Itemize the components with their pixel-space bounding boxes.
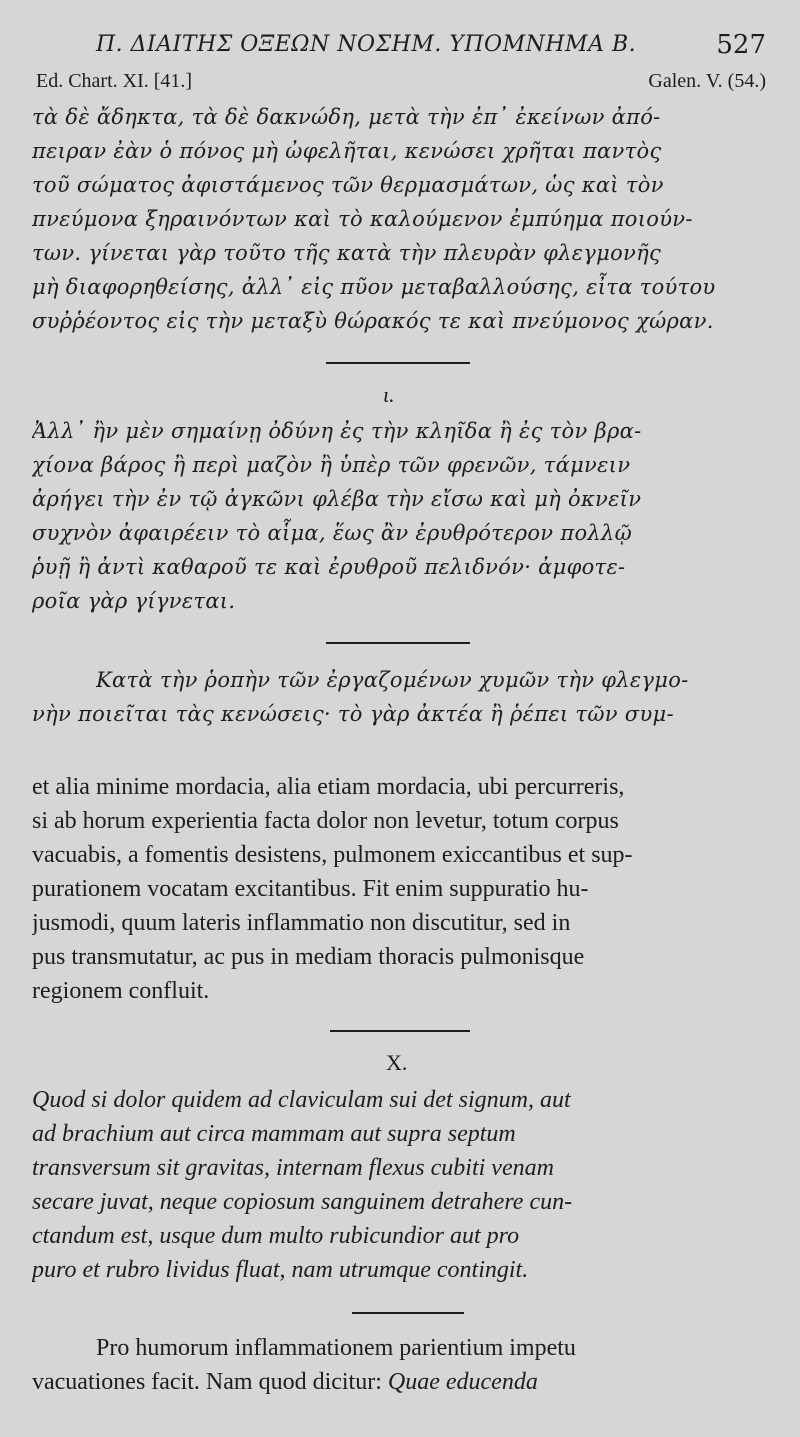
greek-section-number: ι. — [383, 382, 395, 407]
greek-commentary-paragraph — [32, 100, 768, 338]
section-divider — [352, 1312, 464, 1314]
text-line: των. γίνεται γὰρ τοῦτο τῆς κατὰ τὴν πλευρὰν φλεγμονῆς — [32, 241, 662, 265]
text-line: τὰ δὲ ἄδηκτα, τὰ δὲ δακνώδη, μετὰ τὴν ἐπ᾽ ἐκείνων ἀπό- — [32, 105, 661, 129]
greek-commentary-paragraph — [32, 663, 768, 731]
text-line: ἀρήγει τὴν ἐν τῷ ἀγκῶνι φλέβα τὴν εἴσω καὶ μὴ ὀκνεῖν — [32, 487, 642, 511]
text-line: ῥυῇ ἢ ἀντὶ καθαροῦ τε καὶ ἐρυθροῦ πελιδνόν· ἀμφοτε- — [32, 555, 626, 579]
section-divider — [326, 642, 470, 644]
text-segment-italic: Quae educenda — [387, 1369, 538, 1395]
text-line: Pro humorum inflammationem parientium impetu — [96, 1335, 576, 1361]
text-line: purationem vocatam excitantibus. Fit enim suppuratio hu- — [32, 876, 589, 902]
text-line: et alia minime mordacia, alia etiam mordacia, ubi percurreris, — [32, 774, 625, 800]
section-divider — [326, 362, 470, 364]
running-header: Π. ΔΙΑΙΤΗΣ ΟΞΕΩΝ ΝΟΣΗΜ. ΥΠΟΜΝΗΜΑ Β. — [96, 32, 637, 57]
text-line: Ἀλλ᾽ ἢν μὲν σημαίνῃ ὀδύνη ἐς τὴν κληῖδα ἢ ἐς τὸν βρα- — [32, 419, 642, 443]
text-line: ctandum est, usque dum multo rubicundior aut pro — [32, 1223, 520, 1249]
section-divider — [330, 1030, 470, 1032]
text-line: secare juvat, neque copiosum sanguinem detrahere cun- — [32, 1189, 573, 1215]
text-line: Κατὰ τὴν ῥοπὴν τῶν ἐργαζομένων χυμῶν τὴν φλεγμο- — [96, 668, 689, 692]
text-line: vacuabis, a fomentis desistens, pulmonem exiccantibus et sup- — [32, 842, 633, 868]
text-line: Quod si dolor quidem ad claviculam sui det signum, aut — [32, 1087, 571, 1113]
text-line: ροῖα γὰρ γίγνεται. — [32, 589, 236, 613]
text-line: πειραν ἐὰν ὁ πόνος μὴ ὠφελῆται, κενώσει χρῆται παντὸς — [32, 139, 662, 163]
text-line: πνεύμονα ξηραινόντων καὶ τὸ καλούμενον ἐμπύημα ποιούν- — [32, 207, 693, 231]
text-line: νὴν ποιεῖται τὰς κενώσεις· τὸ γὰρ ἀκτέα ἢ ῥέπει τῶν συμ- — [32, 702, 674, 726]
text-line: regionem confluit. — [32, 978, 210, 1004]
text-line: si ab horum experientia facta dolor non levetur, totum corpus — [32, 808, 619, 834]
text-line: τοῦ σώματος ἀφιστάμενος τῶν θερμασμάτων, ὡς καὶ τὸν — [32, 173, 664, 197]
greek-aphorism-paragraph — [32, 414, 768, 618]
latin-commentary-paragraph — [32, 1331, 768, 1399]
text-line: χίονα βάρος ἢ περὶ μαζὸν ἢ ὑπὲρ τῶν φρενῶν, τάμνειν — [32, 453, 631, 477]
text-line: puro et rubro lividus fluat, nam utrumque contingit. — [32, 1257, 529, 1283]
text-line: συχνὸν ἀφαιρέειν τὸ αἷμα, ἕως ἂν ἐρυθρότερον πολλῷ — [32, 521, 633, 545]
text-line: μὴ διαφορηθείσης, ἀλλ᾽ εἰς πῦον μεταβαλλούσης, εἶτα τούτου — [32, 275, 716, 299]
text-line: transversum sit gravitas, internam flexus cubiti venam — [32, 1155, 554, 1181]
edition-reference-chartier: Ed. Chart. XI. [41.] — [36, 70, 193, 92]
text-line: jusmodi, quum lateris inflammatio non discutitur, sed in — [32, 910, 571, 936]
latin-commentary-paragraph — [32, 770, 768, 1008]
latin-aphorism-paragraph — [32, 1083, 768, 1287]
edition-reference-galen: Galen. V. (54.) — [648, 70, 766, 92]
text-line: ad brachium aut circa mammam aut supra septum — [32, 1121, 516, 1147]
text-line: pus transmutatur, ac pus in mediam thoracis pulmonisque — [32, 944, 585, 970]
page-number: 527 — [716, 30, 766, 60]
text-line — [32, 1365, 768, 1399]
text-segment: vacuationes facit. Nam quod dicitur: — [32, 1369, 388, 1395]
text-line: συῤῥέοντος εἰς τὴν μεταξὺ θώρακός τε καὶ πνεύμονος χώραν. — [32, 309, 714, 333]
latin-section-number: X. — [386, 1050, 408, 1075]
